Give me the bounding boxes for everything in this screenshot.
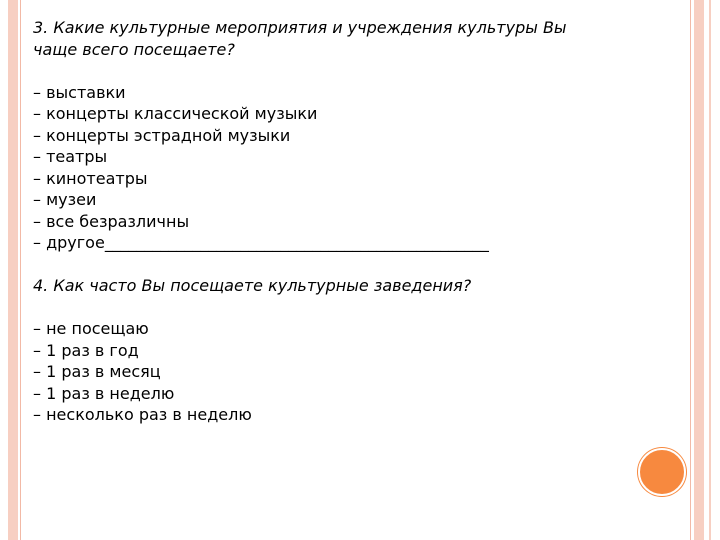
frame-line-right	[690, 0, 691, 540]
decorative-circle	[638, 448, 686, 496]
question-3-line-2: чаще всего посещаете?	[33, 39, 235, 59]
question-3-line-1: 3. Какие культурные мероприятия и учреждения культуры Вы	[33, 18, 567, 37]
answer-option: – театры	[33, 147, 108, 166]
answer-option: – несколько раз в неделю	[33, 405, 252, 424]
answer-option: – не посещаю	[33, 319, 149, 338]
question-4-line-1: 4. Как часто Вы посещаете культурные заведения?	[33, 276, 472, 295]
answer-option: – 1 раз в год	[33, 340, 139, 360]
spacer	[33, 297, 683, 319]
answer-option: – концерты эстрадной музыки	[33, 125, 291, 145]
answer-option: – кинотеатры	[33, 168, 148, 188]
answer-option: – 1 раз в месяц	[33, 362, 161, 381]
answer-option: – музеи	[33, 190, 97, 209]
answer-option: – 1 раз в неделю	[33, 383, 175, 403]
spacer	[33, 60, 683, 82]
answer-option: – выставки	[33, 82, 126, 102]
answer-option: – концерты классической музыки	[33, 104, 318, 123]
frame-line-left	[20, 0, 21, 540]
slide-content	[33, 17, 683, 426]
right-margin-strip	[704, 0, 720, 540]
answer-option-other: – другое________________________________________________	[33, 233, 489, 252]
spacer	[33, 254, 683, 276]
answer-option: – все безразличны	[33, 211, 190, 231]
right-margin-line	[709, 0, 711, 540]
